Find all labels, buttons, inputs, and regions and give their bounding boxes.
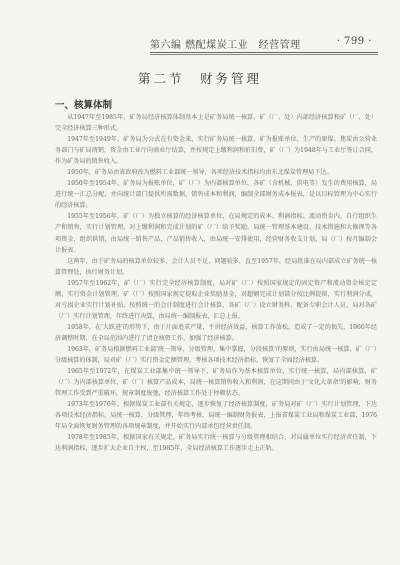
paragraph: 1963年，矿务局根据燃料工业部'统一领导，分级管理，集中掌握，分段核算'的原则，实行由局统一核算、矿（厂）分级核算的体制，局对矿（厂）实行资金定额管理，考核各项技术经济指标，恢复了全面经济核算。: [55, 345, 377, 365]
header-title: 第六编 燃配煤炭工业 经营管理: [150, 40, 301, 51]
paragraph: 从1947年至1985年，矿务局经济核算体制基本上是矿务局统一核算，矿（厂、处）内部经济核算和矿（厂、处）完全经济核算三种形式。: [55, 114, 377, 133]
paragraph: 1965年至1972年，在煤炭工业部集中统一领导下，矿务局作为基本核算单位，实行统一核算，局内部核算，矿（厂）为内部核算单位，矿（厂）核算产品成本，局统一核算销售收入和利润，在这期间由于'文化大革命'的影响，财务管理工作受到严重破坏，规章制度废弛，经济核算工作处于停顿状态。: [55, 368, 377, 398]
paragraph: 1950年至1954年，矿务局为报账单位，矿（厂）为内部核算单位，各矿（含机械、供电等）发生的费用核算，局进行统一汇总分配，并向统计部门提供所需数据，销售成本和利润，编制全部财务成本报表，是以目标管理为中心实行的经济核算。: [55, 180, 377, 210]
header-rule-thick: [150, 52, 378, 53]
paragraph: 这两年，由于矿务局的核算单位较多，会计人员不足，问题较多，直至1957年，经局批准在局内部成立矿务统一核算管理处，执行财务计划。: [55, 257, 377, 276]
paragraph: 1958年，在'大跃进'的形势下，由于片面追求产量，不讲经济效益，核算工作放松，造成了一定的损失，1960年经济调整时期，在全局范围内进行了清仓核资工作，加强了经济核算。: [55, 323, 377, 342]
paragraph: 1973年至1976年，根据煤炭工业部有关规定，逐步恢复了经济核算制度，矿务局对矿（厂）实行计划管理，下达各项技术经济指标，局统一核算，分级管理，年终考核，局统一编制财务报表，上报省煤炭工业局和煤炭工业部，1976年局全面恢复财务管理的各项规章制度，并开始实行内部承包经营责任制。: [55, 401, 377, 431]
running-header: [150, 36, 380, 50]
subsection-title: 一、核算体制: [55, 100, 113, 111]
body-text: [55, 112, 377, 454]
section-title: 第二节 财务管理: [137, 71, 262, 86]
header-rule-thin: [150, 54, 378, 55]
paragraph: 1950年，矿务局由省政府改为燃料工业部统一领导，各项经济技术指标均由东北煤炭管理局下达。: [67, 169, 333, 177]
paragraph: 1957年至1962年，矿（厂）实行完全经济核算制度，局对矿（厂）按照国家规定的固定资产和流动资金核定定额，实行资金计划管理，矿（厂）按照国家规定提取企业奖励基金，对超额完成计划部分按比例提留，实行利润分成，对亏损企业实行计划补贴，按照统一的会计制度进行会计核算，各矿（厂）设立财务科，配备专职会计人员，局对各矿（厂）实行计划管理，年终进行决算，由局统一编制报表，汇总上报。: [55, 279, 377, 320]
paragraph: 1955年至1956年，矿（厂）为独立核算的经济核算单位，在局规定的成本、利润指标、流动资金内，自行组织生产和销售，实行计划管理，对上缴利润和完成计划的矿（厂）给予奖励，局统一管理基本建设、技术措施和大修理等各项资金，组织供销，由局统一销售产品，产品销售收入，由局统一安排使用，经营财务收支计划，局（厂）按月编制会计报表。: [55, 213, 377, 254]
paragraph: 1978年至1985年，根据国家有关规定，矿务局实行统一核算与分级管理相结合，对局属单位实行经济责任制，下达利润指标，逐步扩大企业自主权，至1985年，全局经济核算工作逐步走上正轨。: [55, 434, 377, 453]
page-number: · 799 ·: [336, 36, 372, 47]
paragraph: 1947年至1949年，矿务局为公式在有资金来，实行矿务局统一核算，矿为报账单位，生产的原煤、焦炭由公营业务部门与矿局统销，资金由工业厅向商业厅结算，并按规定上缴利润和折旧费，矿（厂）为1948年与工业厅签订合同，作为矿务局的销售收入。: [55, 136, 377, 166]
